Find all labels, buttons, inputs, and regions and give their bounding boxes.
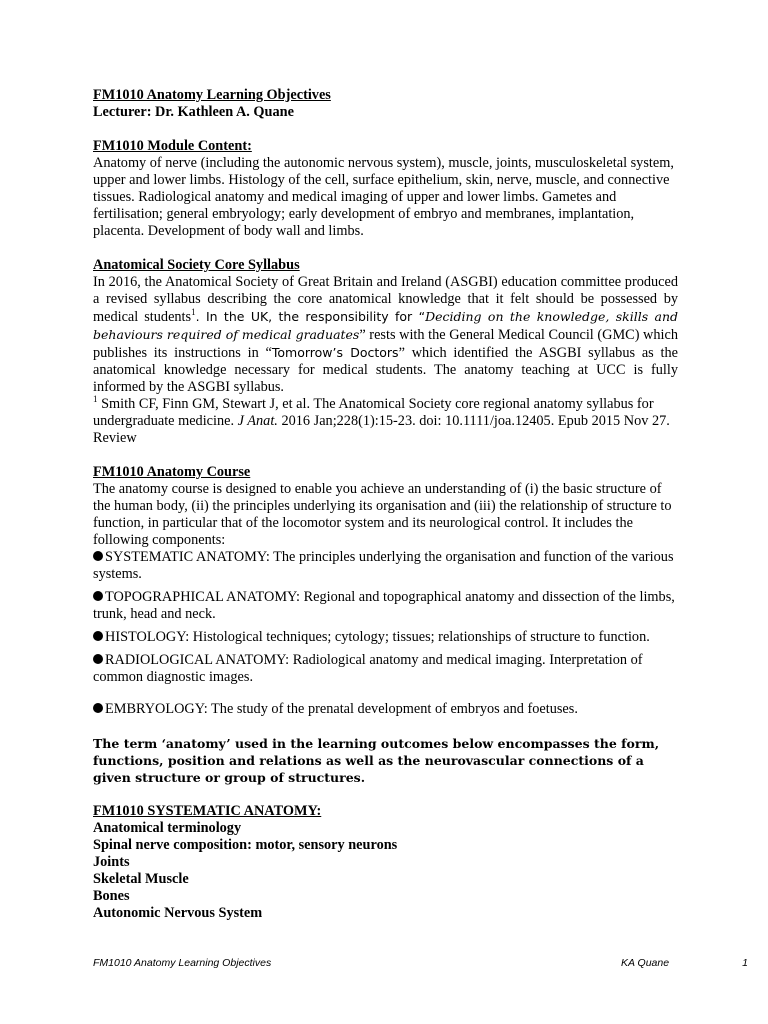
course-intro: The anatomy course is designed to enable you achieve an understanding of (i) the basic structure of the human body, (ii) the principles underlying its organisation and (iii) the relationship of structure to function, in particular that of the locomotor system and its neurological control. It includes the following components:	[93, 481, 672, 548]
syllabus-text-3: ” rests with the General Medical Council (GMC) which publishes its instructions in “	[93, 327, 678, 361]
syllabus-text-4: ” which identified the ASGBI syllabus as the anatomical knowledge necessary for medical students. The anatomy teaching at UCC is fully informed by the ASGBI syllabus.	[93, 345, 679, 395]
list-item	[93, 549, 678, 583]
document-title: FM1010 Anatomy Learning Objectives	[93, 87, 331, 103]
list-item: Spinal nerve composition: motor, sensory neurons	[93, 837, 398, 853]
module-content-body: Anatomy of nerve (including the autonomic nervous system), muscle, joints, musculoskeletal system, upper and lower limbs. Histology of the cell, surface epithelium, skin, nerve, muscle, and connective tissues. Radiological anatomy and medical imaging of upper and lower limbs. Gametes and fertilisation; general embryology; early development of embryo and membranes, implantation, placenta. Development of body wall and limbs.	[93, 155, 674, 239]
list-item: Autonomic Nervous System	[93, 905, 263, 921]
bullet-icon	[93, 631, 103, 641]
reference-journal: J Anat.	[237, 413, 278, 429]
list-item: Joints	[93, 854, 130, 870]
anatomy-term-note: The term ‘anatomy’ used in the learning outcomes below encompasses the form, functions, position and relations as well as the neurovascular connections of a given structure or group of structures.	[93, 736, 660, 785]
syllabus-text-1: In 2016, the Anatomical Society of Great Britain and Ireland (ASGBI) education committee produced a revised syllabus describing the core anatomical knowledge that it felt should be possessed by medical students	[93, 274, 678, 325]
systematic-heading: FM1010 SYSTEMATIC ANATOMY:	[93, 803, 322, 819]
bullet-icon	[93, 654, 103, 664]
syllabus-text-2: . In the UK, the responsibility for “	[195, 309, 426, 324]
list-item: Anatomical terminology	[93, 820, 242, 836]
module-content-heading: FM1010 Module Content:	[93, 138, 252, 154]
footer-title: FM1010 Anatomy Learning Objectives	[93, 957, 272, 969]
syllabus-heading: Anatomical Society Core Syllabus	[93, 257, 300, 273]
course-components-list	[93, 549, 678, 718]
footer-author: KA Quane	[621, 957, 670, 969]
page-number: 1	[742, 957, 748, 969]
list-item-text: RADIOLOGICAL ANATOMY: Radiological anatomy and medical imaging. Interpretation of common diagnostic images.	[93, 652, 643, 685]
lecturer-line: Lecturer: Dr. Kathleen A. Quane	[93, 104, 294, 120]
list-item-text: TOPOGRAPHICAL ANATOMY: Regional and topographical anatomy and dissection of the limbs, trunk, head and neck.	[93, 589, 675, 622]
systematic-topics-list	[93, 820, 678, 922]
list-item	[93, 701, 678, 718]
syllabus-quote: Deciding on the knowledge, skills and behaviours required of medical graduates	[93, 309, 678, 342]
list-item	[93, 629, 678, 646]
list-item: Skeletal Muscle	[93, 871, 189, 887]
syllabus-body	[93, 274, 678, 396]
bullet-icon	[93, 551, 103, 561]
reference-marker: 1	[93, 394, 98, 405]
list-item	[93, 652, 678, 686]
list-item-text: SYSTEMATIC ANATOMY: The principles underlying the organisation and function of the various systems.	[93, 549, 674, 582]
list-item	[93, 589, 678, 623]
reference-text-2: 2016 Jan;228(1):15-23. doi: 10.1111/joa.12405. Epub 2015 Nov 27. Review	[93, 413, 670, 446]
course-heading: FM1010 Anatomy Course	[93, 464, 251, 480]
list-item-text: HISTOLOGY: Histological techniques; cytology; tissues; relationships of structure to function.	[105, 629, 650, 645]
reference-text-1: Smith CF, Finn GM, Stewart J, et al. The Anatomical Society core regional anatomy syllabus for undergraduate medicine.	[93, 396, 654, 429]
document-body	[93, 87, 678, 922]
list-item: Bones	[93, 888, 130, 904]
bullet-icon	[93, 703, 103, 713]
syllabus-quote-2: Tomorrow’s Doctors	[271, 345, 399, 360]
page-footer	[93, 955, 748, 969]
footnote-marker: 1	[191, 307, 196, 318]
list-item-text: EMBRYOLOGY: The study of the prenatal development of embryos and foetuses.	[105, 701, 578, 717]
syllabus-reference	[93, 396, 678, 447]
bullet-icon	[93, 591, 103, 601]
